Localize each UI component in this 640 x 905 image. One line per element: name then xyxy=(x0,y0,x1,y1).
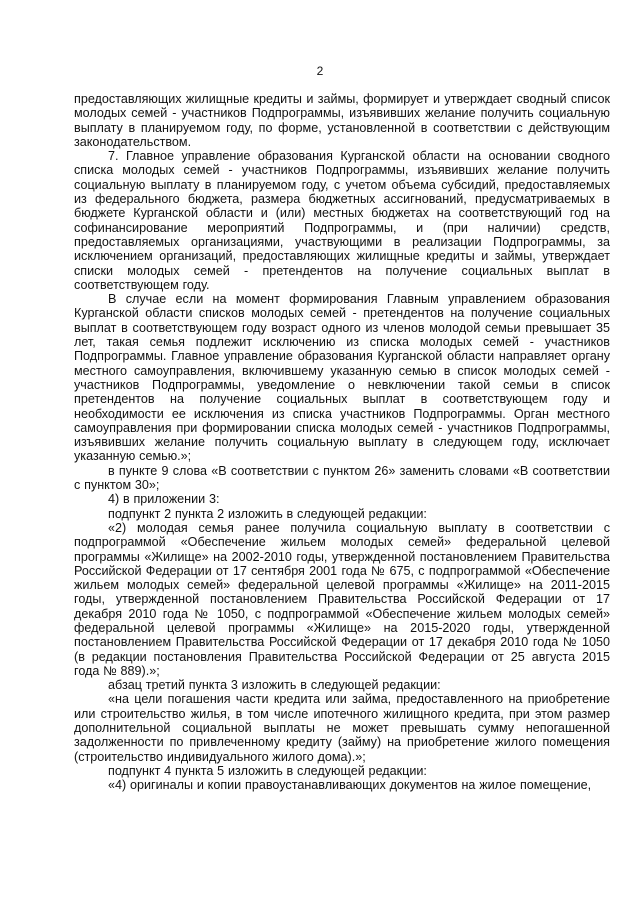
paragraph: предоставляющих жилищные кредиты и займы, формирует и утверждает сводный список молодых семей - участников Подпрограммы, изъявивших желание получить социальную выплату в планируемом году, по форме, установленной в соответствии с действующим законодательством. xyxy=(74,92,610,149)
paragraph: 4) в приложении 3: xyxy=(108,492,220,507)
paragraph: подпункт 2 пункта 2 изложить в следующей редакции: xyxy=(108,506,427,521)
document-body xyxy=(74,92,610,793)
paragraph: абзац третий пункта 3 изложить в следующей редакции: xyxy=(108,678,441,693)
paragraph: В случае если на момент формирования Главным управлением образования Курганской области списков молодых семей - претендентов на получение социальных выплат в соответствующем году возраст одного из членов молодой семьи превышает 35 лет, такая семья подлежит исключению из списка молодых семей - участников Подпрограммы. Главное управление образования Курганской области направляет органу местного самоуправления, включившему указанную семью в список молодых семей - участников Подпрограммы, уведомление о невключении такой семьи в список претендентов на получение социальных выплат в соответствующем году и необходимости ее исключения из списка участников Подпрограммы. Орган местного самоуправления при формировании списка молодых семей - участников Подпрограммы, изъявивших желание получить социальную выплату в следующем году, исключает указанную семью.»; xyxy=(74,292,610,464)
page-number: 2 xyxy=(316,64,324,78)
paragraph: 7. Главное управление образования Курганской области на основании сводного списка молодых семей - участников Подпрограммы, изъявивших желание получить социальную выплату в планируемом году, с учетом объема субсидий, предоставляемых из федерального бюджета, размера бюджетных ассигнований, предусматриваемых в бюджете Курганской области и (или) местных бюджетах на соответствующий год на софинансирование мероприятий Подпрограммы, и (при наличии) средств, предоставляемых организациями, участвующими в реализации Подпрограммы, за исключением организаций, предоставляющих жилищные кредиты и займы, утверждает списки молодых семей - претендентов на получение социальных выплат в соответствующем году. xyxy=(74,149,610,292)
paragraph: в пункте 9 слова «В соответствии с пунктом 26» заменить словами «В соответствии с пунктом 30»; xyxy=(74,463,610,493)
paragraph: «на цели погашения части кредита или займа, предоставленного на приобретение или строительство жилья, в том числе ипотечного жилищного кредита, при этом размер дополнительной социальной выплаты не может превышать сумму непогашенной задолженности по привлеченному кредиту (займу) на приобретение жилого помещения (строительство индивидуального жилого дома).»; xyxy=(74,692,610,764)
paragraph: подпункт 4 пункта 5 изложить в следующей редакции: xyxy=(108,763,427,778)
paragraph: «4) оригиналы и копии правоустанавливающих документов на жилое помещение, xyxy=(108,778,592,793)
paragraph: «2) молодая семья ранее получила социальную выплату в соответствии с подпрограммой «Обеспечение жильем молодых семей» федеральной целевой программы «Жилище» на 2002-2010 годы, утвержденной постановлением Правительства Российской Федерации от 17 сентября 2001 года № 675, с подпрограммой «Обеспечение жильем молодых семей» федеральной целевой программы «Жилище» на 2011-2015 годы, утвержденной постановлением Правительства Российской Федерации от 17 декабря 2010 года № 1050, с подпрограммой «Обеспечение жильем молодых семей» федеральной целевой программы «Жилище» на 2015-2020 годы, утвержденной постановлением Правительства Российской Федерации от 17 декабря 2010 года № 1050 (в редакции постановления Правительства Российской Федерации от 25 августа 2015 года № 889).»; xyxy=(74,520,610,678)
